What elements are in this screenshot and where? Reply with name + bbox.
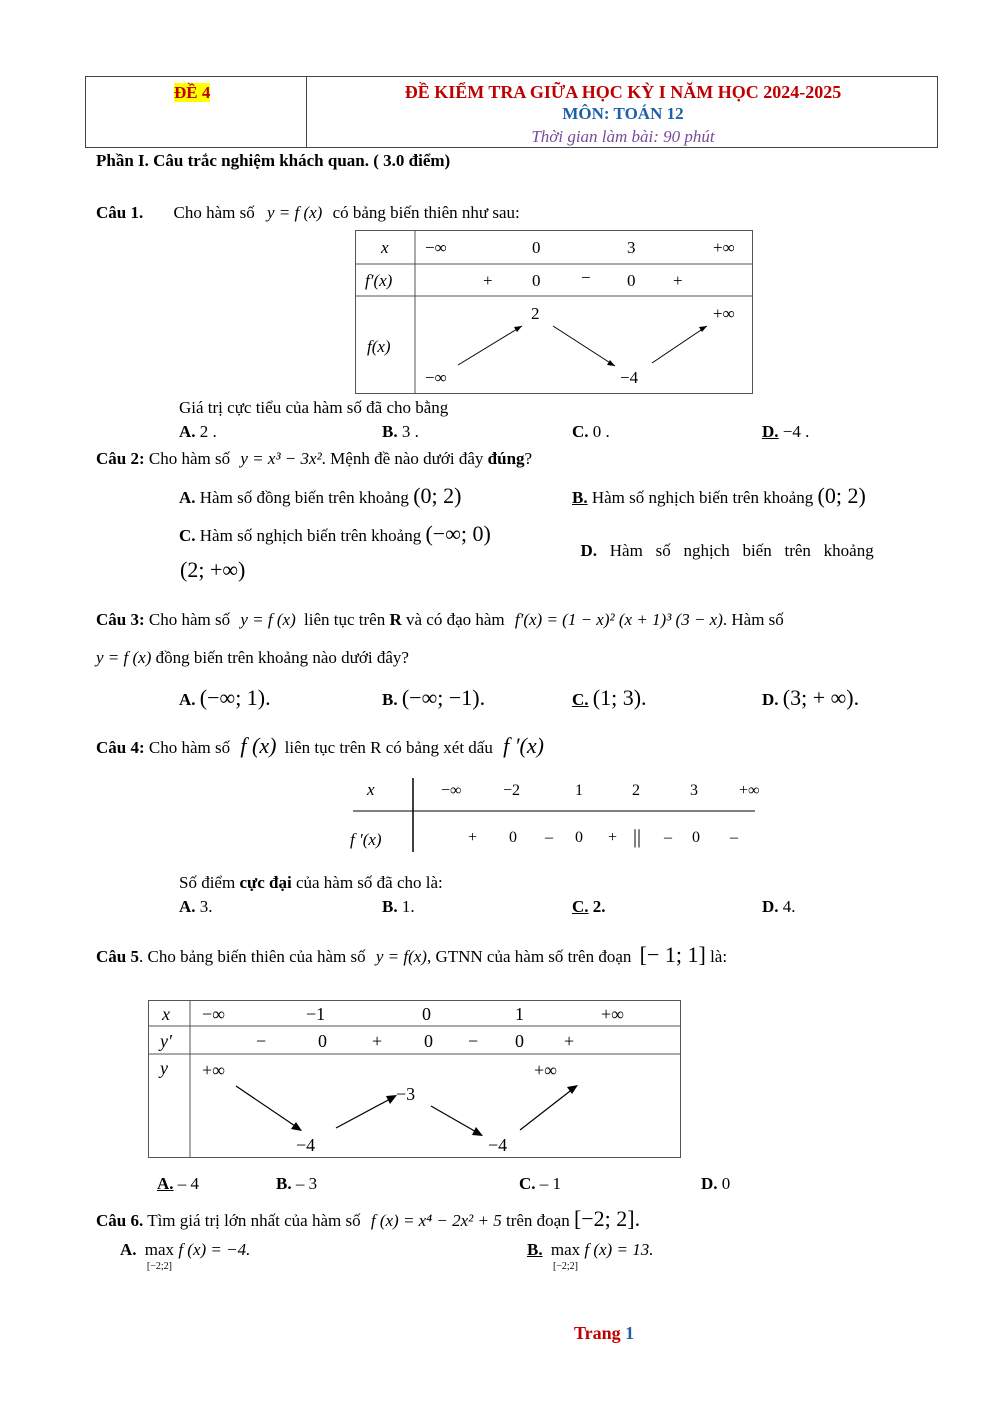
q5-stem: Câu 5. Cho bảng biến thiên của hàm số y = f(x), GTNN của hàm số trên đoạn [− 1; 1] là:: [96, 942, 728, 967]
q5-option-a[interactable]: A. – 4: [157, 1174, 200, 1193]
q4-stem: Câu 4: Cho hàm số f (x) liên tục trên R có bảng xét dấu f ′(x): [96, 733, 544, 758]
q1-x-val: 0: [532, 238, 541, 257]
q2-option-d[interactable]: D. Hàm số nghịch biến trên khoảng: [580, 541, 874, 560]
q1-arrow-down: [553, 326, 615, 366]
q5-option-d[interactable]: D. 0: [701, 1174, 731, 1193]
q5-y-label: y: [160, 1058, 168, 1078]
q4-x-val: 2: [632, 782, 640, 799]
q5-y-val: −3: [396, 1084, 416, 1104]
q5-sign: −: [468, 1031, 479, 1051]
q4-sign: 0: [575, 829, 583, 846]
q5-x-val: −∞: [202, 1004, 225, 1024]
q5-arrow-down: [236, 1086, 298, 1128]
q3-stem-line2: y = f (x) đồng biến trên khoảng nào dưới đây?: [96, 648, 409, 667]
q1-arrow-up: [458, 326, 522, 365]
q2-stem: Câu 2: Cho hàm số y = x³ − 3x². Mệnh đề nào dưới đây đúng?: [96, 449, 533, 468]
q5-sign: +: [372, 1031, 383, 1051]
q1-x-val: +∞: [713, 238, 735, 257]
q4-x-label: x: [367, 780, 375, 799]
q1-sign: −: [581, 268, 591, 287]
q6-option-a[interactable]: A. max [−2;2] f (x) = −4.: [120, 1240, 250, 1280]
q6-max-operator: max [−2;2]: [144, 1240, 175, 1272]
q1-fp-label: f′(x): [365, 271, 393, 290]
q3-stem: Câu 3: Cho hàm số y = f (x) liên tục trên R và có đạo hàm f′(x) = (1 − x)² (x + 1)³ (3 − x). Hàm số: [96, 610, 784, 629]
q4-sign: –: [545, 829, 553, 846]
q1-x-val: 3: [627, 238, 636, 257]
q4-prompt: Số điểm cực đại của hàm số đã cho là:: [179, 873, 443, 892]
q5-y-val: −4: [488, 1135, 508, 1155]
q5-x-val: 1: [515, 1004, 524, 1024]
section-title: Phần I. Câu trắc nghiệm khách quan. ( 3.0 điểm): [96, 151, 451, 170]
q1-sign: +: [483, 271, 493, 290]
q1-sign: 0: [627, 271, 636, 290]
q4-x-val: +∞: [739, 782, 760, 799]
q3-option-d[interactable]: D. (3; + ∞).: [762, 685, 860, 710]
q1-sign: 0: [532, 271, 541, 290]
q5-yp-label: y': [160, 1031, 172, 1051]
q5-sign: 0: [515, 1031, 524, 1051]
q5-sign: 0: [424, 1031, 433, 1051]
q5-y-val: +∞: [202, 1060, 225, 1080]
q1-option-b[interactable]: B. 3 .: [382, 422, 419, 441]
q5-sign: 0: [318, 1031, 327, 1051]
q1-f-val: +∞: [713, 304, 735, 323]
q2-option-b[interactable]: B. Hàm số nghịch biến trên khoảng (0; 2): [572, 483, 866, 508]
q1-arrow-up: [652, 326, 707, 363]
q4-sign: –: [664, 829, 672, 846]
q5-sign: −: [256, 1031, 267, 1051]
q5-x-val: −1: [306, 1004, 326, 1024]
q1-stem: Câu 1. Cho hàm số y = f (x) có bảng biến thiên như sau:: [96, 203, 520, 222]
q1-x-label: x: [381, 238, 389, 257]
page-footer: Trang 1: [574, 1323, 635, 1343]
q5-x-val: 0: [422, 1004, 431, 1024]
q5-sign: +: [564, 1031, 575, 1051]
q1-f-val: −4: [620, 368, 639, 387]
q1-option-c[interactable]: C. 0 .: [572, 422, 610, 441]
q4-option-d[interactable]: D. 4.: [762, 897, 796, 916]
q4-option-c[interactable]: C. 2.: [572, 897, 606, 916]
q3-option-c[interactable]: C. (1; 3).: [572, 685, 647, 710]
q4-sign: 0: [692, 829, 700, 846]
q5-arrow-up: [520, 1088, 574, 1130]
q4-x-val: −∞: [441, 782, 462, 799]
q5-variation-table: [148, 1000, 682, 1160]
q4-sign: 0: [509, 829, 517, 846]
q4-sign: +: [468, 829, 478, 846]
q1-variation-table: [355, 230, 753, 395]
q4-fp-label: f ′(x): [350, 830, 382, 849]
q4-x-val: −2: [503, 782, 521, 799]
q1-sign: +: [673, 271, 683, 290]
q4-x-val: 1: [575, 782, 583, 799]
q5-y-val: −4: [296, 1135, 316, 1155]
q5-y-val: +∞: [534, 1060, 557, 1080]
q5-option-c[interactable]: C. – 1: [519, 1174, 562, 1193]
q1-option-a[interactable]: A. 2 .: [179, 422, 217, 441]
q3-option-b[interactable]: B. (−∞; −1).: [382, 685, 486, 710]
q2-option-d-interval: (2; +∞): [180, 557, 246, 582]
exam-time: Thời gian làm bài: 90 phút: [531, 127, 715, 146]
q5-arrow-up: [336, 1098, 392, 1128]
q2-option-c[interactable]: C. Hàm số nghịch biến trên khoảng (−∞; 0): [179, 521, 491, 546]
q1-f-val: −∞: [425, 368, 447, 387]
q6-stem: Câu 6. Tìm giá trị lớn nhất của hàm số f (x) = x⁴ − 2x² + 5 trên đoạn [−2; 2].: [96, 1206, 641, 1231]
exam-subject: MÔN: TOÁN 12: [562, 104, 684, 123]
q1-option-d[interactable]: D. −4 .: [762, 422, 810, 441]
exam-header-box: [85, 76, 938, 148]
q5-x-val: +∞: [601, 1004, 624, 1024]
q6-option-b[interactable]: B. max [−2;2] f (x) = 13.: [527, 1240, 653, 1280]
q1-x-val: −∞: [425, 238, 447, 257]
q1-prompt: Giá trị cực tiểu của hàm số đã cho bằng: [179, 398, 449, 417]
q4-option-a[interactable]: A. 3.: [179, 897, 213, 916]
q4-sign: +: [608, 829, 618, 846]
q5-option-b[interactable]: B. – 3: [276, 1174, 318, 1193]
q4-x-val: 3: [690, 782, 698, 799]
q1-f-val: 2: [531, 304, 540, 323]
q2-option-a[interactable]: A. Hàm số đồng biến trên khoảng (0; 2): [179, 483, 462, 508]
q5-x-label: x: [162, 1004, 170, 1024]
exam-title: ĐỀ KIỂM TRA GIỮA HỌC KỲ I NĂM HỌC 2024-2025: [404, 82, 842, 102]
q4-option-b[interactable]: B. 1.: [382, 897, 415, 916]
q6-max-operator: max [−2;2]: [550, 1240, 581, 1272]
q4-sign: –: [730, 829, 738, 846]
q4-sign: ||: [633, 826, 642, 848]
q5-arrow-down: [431, 1106, 478, 1133]
q4-sign-table: [345, 774, 770, 856]
q1-f-label: f(x): [367, 337, 391, 356]
q3-option-a[interactable]: A. (−∞; 1).: [179, 685, 271, 710]
exam-code: ĐỀ 4: [174, 83, 211, 102]
